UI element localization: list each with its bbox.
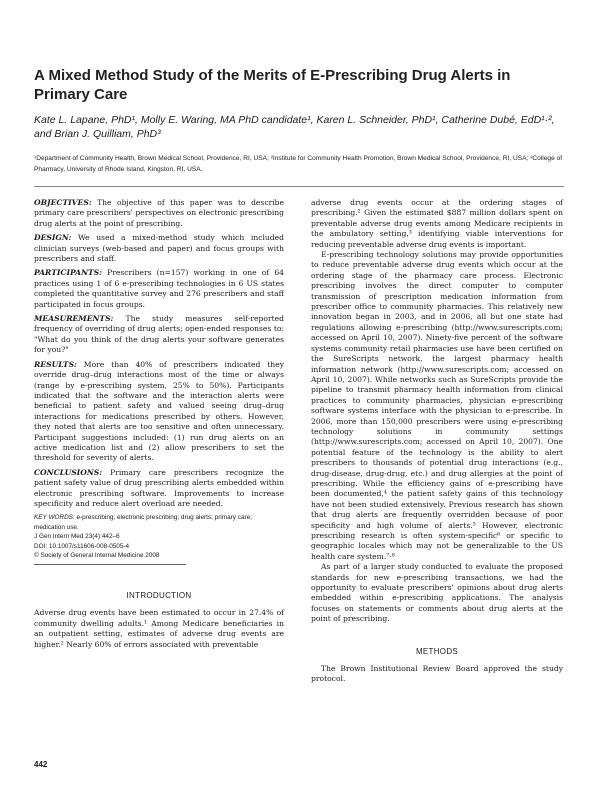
objectives-label: OBJECTIVES:: [34, 198, 92, 207]
participants-label: PARTICIPANTS:: [34, 268, 102, 278]
conclusions-text: Primary care prescribers recognize the patient safety value of drug prescribing alerts embedded within electronic prescribing software. Improvements to increase specificity and reduce alert overload are needed.: [34, 467, 284, 508]
design-label: DESIGN:: [34, 233, 72, 243]
page-number: 442: [34, 760, 48, 769]
keywords-label: KEY WORDS:: [34, 514, 75, 522]
author-list: Kate L. Lapane, PhD¹, Molly E. Waring, MA PhD candidate¹, Karen L. Schneider, PhD¹, Catherine Dubé, EdD¹·², and Brian J. Quilliam, PhD³: [34, 114, 555, 140]
keywords: [34, 513, 284, 532]
affiliations: ¹Department of Community Health, Brown Medical School, Providence, RI, USA; ²Institute for Community Health Promotion, Brown Medical School, Providence, RI, USA; ³College of Pharmacy, University of Rhode Island, Kingston, RI, USA.: [34, 155, 563, 173]
measurements-text: The study measures self-reported frequency of overriding of drug alerts; open-ended responses to: "What do you think of the drug alerts your software generates for you?": [34, 314, 284, 355]
intro-continued-paragraph: adverse drug events occur at the ordering stages of prescribing.² Given the estimated $887 million dollars spent on preventable adverse drug events among Medicare recipients in the ambulatory setting,³ identifying viable interventions for reducing preventable adverse drug events is important.: [311, 198, 563, 249]
abstract-measurements: [34, 314, 284, 356]
abstract-design: [34, 233, 284, 264]
abstract-results: [34, 360, 284, 464]
paper-title: A Mixed Method Study of the Merits of E-Prescribing Drug Alerts in Primary Care: [34, 67, 511, 103]
methods-paragraph: The Brown Institutional Review Board approved the study protocol.: [311, 663, 563, 684]
results-label: RESULTS:: [34, 359, 77, 369]
eprescribing-paragraph: E-prescribing technology solutions may provide opportunities to reduce preventable adverse drug events which occur at the ordering stage of the pharmacy care process. Electronic prescribing involves the direct computer to computer transmission of prescription medication information from prescriber office to community pharmacies. This relatively new innovation began in 2003, and in 2006, all but one state had regulations allowing e-prescribing (http://www.surescripts.com; accessed on April 10, 2007). Ninety-five percent of the software systems community retail pharmacies use have been certified on the SureScripts network, the largest pharmacy health information network (http://www.surescripts.com; accessed on April 10, 2007). While networks such as SureScripts provide the pipeline to transmit pharmacy health information from clinical practices to community pharmacies, physician e-prescribing software systems interface with the physician to e-prescribe. In 2006, more than 150,000 prescribers were using e-prescribing technology solutions in community settings (http://www.surescripts.com; accessed on April 10, 2007). One potential feature of the technology is the ability to alert prescribers to thousands of potential drug interactions (e.g., drug-disease, drug-drug, etc.) and drug allergies at the point of prescribing. While the efficiency gains of e-prescribing have been documented,⁴ the patient safety gains of this technology have not been studied extensively. Previous research has shown that drug alerts are frequently overridden because of poor specificity and high volume of alerts.⁵ However, electronic prescribing research is often system-specific⁶ or specific to geographic locales which may not be generalizable to the US health care system.⁷·⁸: [311, 250, 563, 561]
doi: DOI: 10.1007/s11606-008-0505-4: [34, 542, 130, 550]
abstract: [34, 198, 284, 509]
abstract-participants: [34, 268, 284, 310]
objectives-text: The objective of this paper was to describe primary care prescribers' perspectives on electronic prescribing drug alerts at the point of prescribing.: [34, 198, 284, 228]
journal-citation: J Gen Intern Med 23(4):442–6: [34, 533, 120, 541]
measurements-label: MEASUREMENTS:: [34, 314, 114, 324]
copyright: © Society of General Internal Medicine 2008: [34, 552, 160, 559]
design-text: We used a mixed-method study which included clinician surveys (web-based and paper) and focus groups with prescribers and staff.: [34, 233, 285, 264]
header-divider: [34, 186, 564, 187]
participants-text: Prescribers (n=157) working in one of 64 practices using 1 of 6 e-prescribing technologies in 6 US states completed the quantitative survey and 276 prescribers and staff participated in focus groups.: [34, 268, 284, 309]
keywords-block: [34, 513, 284, 560]
results-text: More than 40% of prescribers indicated they override drug–drug interactions most of the time or always (range by e-prescribing system, 25% to 50%). Participants indicated that the software and the interaction alerts were beneficial to patient safety and valued seeing drug–drug interactions for medications prescribed by others. However, they noted that alerts are too sensitive and often unnecessary. Participant suggestions included: (1) run drug alerts on an active medication list and (2) allow prescribers to set the threshold for severity of alerts.: [34, 359, 284, 463]
keywords-text: e-prescribing; electronic prescribing; drug alerts; primary care; medication use.: [34, 514, 252, 531]
study-aim-paragraph: As part of a larger study conducted to evaluate the proposed standards for new e-prescribing transactions, we had the opportunity to evaluate prescribers' opinions about drug alerts embedded within e-prescribing applications. The analysis focuses on statements or comments about drug alerts at the point of prescribing.: [311, 562, 563, 624]
methods-heading: METHODS: [415, 646, 459, 656]
abstract-objectives: [34, 198, 284, 229]
left-column: [34, 198, 284, 650]
right-column: [311, 198, 563, 684]
abstract-conclusions: [34, 468, 284, 510]
conclusions-label: CONCLUSIONS:: [34, 467, 103, 477]
introduction-paragraph: Adverse drug events have been estimated to occur in 27.4% of community dwelling adults.¹ Among Medicare beneficiaries in an outpatient setting, estimates of adverse drug events are higher.² Nearly 60% of errors associated with preventable: [34, 608, 284, 649]
introduction-heading: INTRODUCTION: [126, 591, 192, 601]
keywords-divider: [34, 564, 186, 565]
